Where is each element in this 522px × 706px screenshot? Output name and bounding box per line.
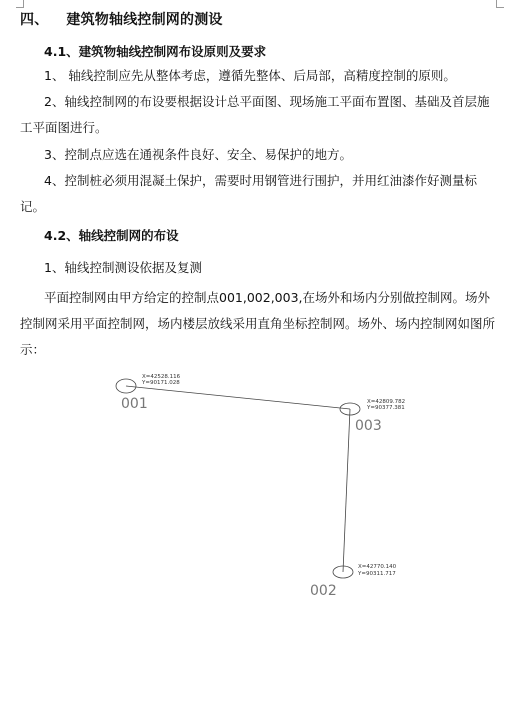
- section-title: 建筑物轴线控制网的测设: [66, 12, 223, 28]
- edge-001-003: [126, 386, 350, 409]
- point-001-x-coordinate: X=42528.116: [142, 374, 181, 380]
- subsection-heading-4-1: 4.1、建筑物轴线控制网布设原则及要求: [44, 44, 267, 59]
- point-001-label: 001: [121, 396, 148, 412]
- paragraph-item-2: 2、轴线控制网的布设要根据设计总平面图、现场施工平面布置图、基础及首层施工平面图进行。: [20, 94, 490, 135]
- point-003-label: 003: [355, 418, 382, 434]
- edge-003-002: [343, 409, 350, 572]
- control-point-002: [310, 564, 397, 599]
- subsection-heading-4-2: 4.2、轴线控制网的布设: [44, 228, 179, 243]
- paragraph-item-1: 1、 轴线控制应先从整体考虑，遵循先整体、后局部，高精度控制的原则。: [44, 68, 456, 83]
- paragraph-item-3: 3、控制点应选在通视条件良好、安全、易保护的地方。: [44, 147, 352, 162]
- point-001-y-coordinate: Y=90171.028: [142, 380, 180, 386]
- section-number: 四、: [20, 12, 49, 28]
- point-002-y-coordinate: Y=90311.717: [358, 571, 396, 577]
- paragraph-item-4: 4、控制桩必须用混凝土保护，需要时用钢管进行围护，并用红油漆作好测量标记。: [20, 173, 477, 214]
- body-paragraph: 平面控制网由甲方给定的控制点001,002,003,在场外和场内分别做控制网。场外控制网采用平面控制网，场内楼层放线采用直角坐标控制网。场外、场内控制网如图所示：: [20, 290, 496, 357]
- point-003-y-coordinate: Y=90377.381: [367, 405, 405, 411]
- point-002-label: 002: [310, 583, 337, 599]
- point-003-x-coordinate: X=42809.782: [367, 399, 406, 405]
- control-point-001: [116, 374, 181, 412]
- point-002-x-coordinate: X=42770.140: [358, 564, 397, 570]
- subitem-1-label: 1、轴线控制测设依据及复测: [44, 260, 202, 275]
